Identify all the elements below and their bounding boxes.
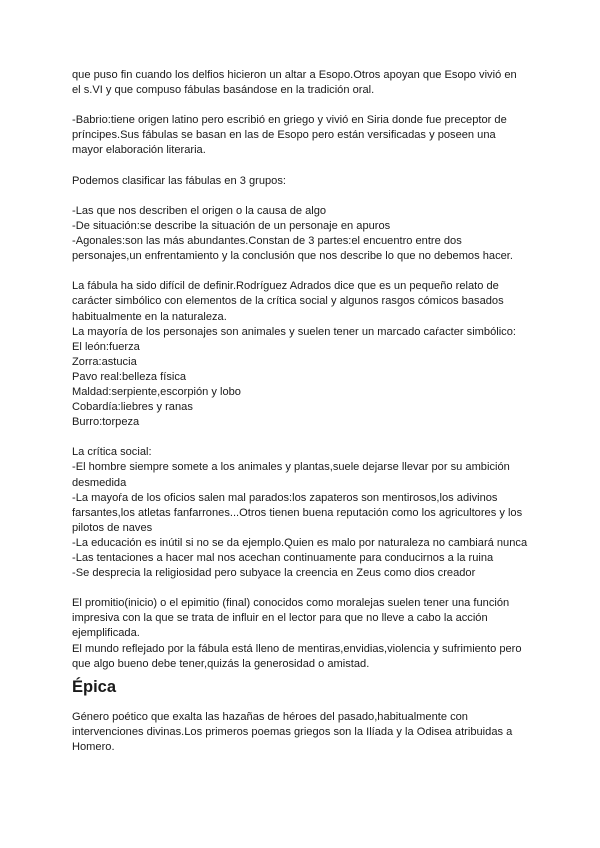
list-item: Pavo real:belleza física <box>72 370 187 383</box>
list-item: pilotos de naves <box>72 521 153 534</box>
critica-paragraph <box>72 445 532 581</box>
promitio-paragraph <box>72 596 532 671</box>
text-line: El promitio(inicio) o el epimitio (final) conocidos como moralejas suelen tener una función <box>72 597 510 610</box>
list-item: Cobardía:liebres y ranas <box>72 401 193 414</box>
text-line: impresiva con la que se trata de influir en el lector para que no lleve a cabo la acción <box>72 612 488 625</box>
list-item: -Se desprecia la religiosidad pero subyace la creencia en Zeus como dios creador <box>72 567 476 580</box>
list-item: personajes,un enfrentamiento y la conclusión que nos describe lo que no debemos hacer. <box>72 250 513 263</box>
list-item: El león:fuerza <box>72 340 140 353</box>
text-line: La crítica social: <box>72 446 152 459</box>
epica-paragraph <box>72 710 532 755</box>
list-item: -De situación:se describe la situación de un personaje en apuros <box>72 219 391 232</box>
list-item: farsantes,los atletas fanfarrones...Otros tienen buena reputación como los agricultores y los <box>72 506 523 519</box>
text-line: ejemplificada. <box>72 627 140 640</box>
groups-intro-paragraph <box>72 174 532 189</box>
text-line: Podemos clasificar las fábulas en 3 grupos: <box>72 174 286 187</box>
text-line: El mundo reflejado por la fábula está lleno de mentiras,envidias,violencia y sufrimiento pero <box>72 642 522 655</box>
text-line: habitualmente en la naturaleza. <box>72 310 227 323</box>
list-item: Maldad:serpiente,escorpión y lobo <box>72 385 241 398</box>
intro-paragraph <box>72 68 532 98</box>
list-item: -Las que nos describen el origen o la causa de algo <box>72 204 327 217</box>
groups-list <box>72 204 532 264</box>
text-line: príncipes.Sus fábulas se basan en las de Esopo pero están versificadas y poseen una <box>72 129 496 142</box>
list-item: desmedida <box>72 476 127 489</box>
list-item: -Agonales:son las más abundantes.Constan de 3 partes:el encuentro entre dos <box>72 235 462 248</box>
list-item: -Las tentaciones a hacer mal nos acechan continuamente para conducirnos a la ruina <box>72 552 494 564</box>
list-item: Burro:torpeza <box>72 416 140 429</box>
text-line: que algo bueno debe tener,quizás la generosidad o amistad. <box>72 657 370 670</box>
text-line: La fábula ha sido difícil de definir.Rodríguez Adrados dice que es un pequeño relato de <box>72 280 499 293</box>
list-item: -La educación es inútil si no se da ejemplo.Quien es malo por naturaleza no cambiará nunca <box>72 536 528 549</box>
list-item: -El hombre siempre somete a los animales y plantas,suele dejarse llevar por su ambición <box>72 461 510 474</box>
text-line: que puso fin cuando los delfios hicieron un altar a Esopo.Otros apoyan que Esopo vivió en <box>72 69 517 81</box>
text-line: La mayoría de los personajes son animales y suelen tener un marcado caŕacter simbólico: <box>72 325 516 338</box>
text-line: Homero. <box>72 740 115 753</box>
text-line: Género poético que exalta las hazañas de héroes del pasado,habitualmente con <box>72 710 468 723</box>
text-line: intervenciones divinas.Los primeros poemas griegos son la Ilíada y la Odisea atribuidas a <box>72 725 513 738</box>
text-line: mayor elaboración literaria. <box>72 144 206 157</box>
list-item: Zorra:astucia <box>72 355 137 368</box>
text-line: carácter simbólico con elementos de la crítica social y algunos rasgos cómicos basados <box>72 295 504 308</box>
text-line: -Babrio:tiene origen latino pero escribió en griego y vivió en Siria donde fue preceptor de <box>72 114 507 127</box>
text-line: el s.VI y que compuso fábulas basándose en la tradición oral. <box>72 84 375 97</box>
section-heading: Épica <box>72 677 117 696</box>
document-page <box>72 68 532 755</box>
babrio-paragraph <box>72 113 532 158</box>
list-item: -La mayoŕa de los oficios salen mal parados:los zapateros son mentirosos,los adivinos <box>72 491 498 504</box>
definition-paragraph <box>72 279 532 430</box>
